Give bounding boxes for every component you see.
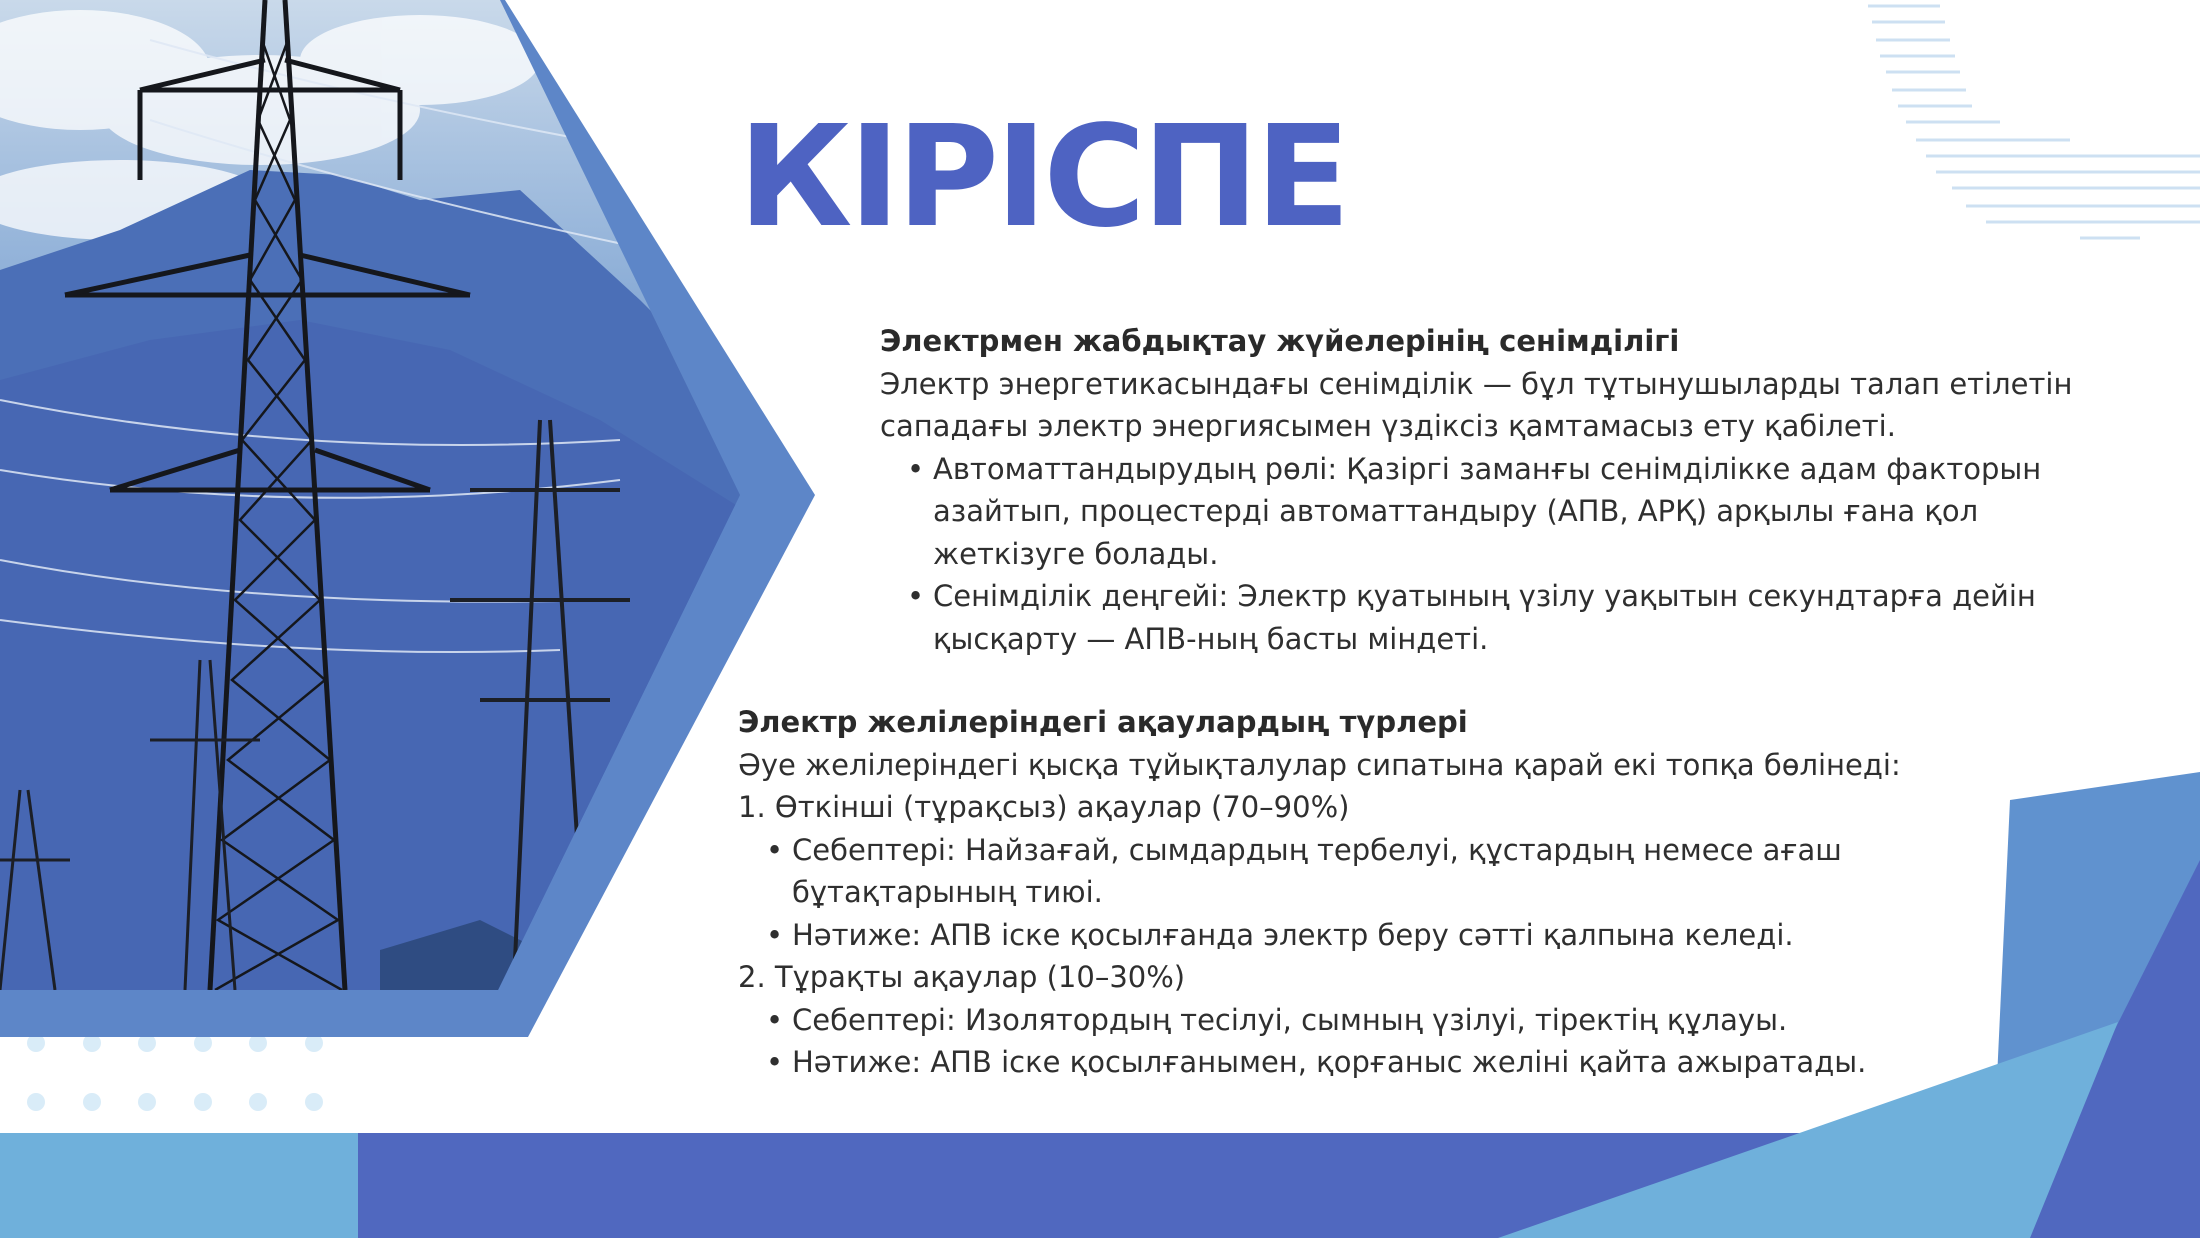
list-item: • Себептері: Изолятордың тесілуі, сымның үзілуі, тіректің құлауы. [792,999,2038,1042]
stripe-pattern [1868,6,2200,238]
fault-types-section [738,701,2038,1084]
list-item: • Нәтиже: АПВ іске қосылғанымен, қорғаныс желіні қайта ажыратады. [792,1041,2038,1084]
slide-title: КІРІСПЕ [738,96,1347,259]
bullet-list [738,829,2038,957]
group-title: 2. Тұрақты ақаулар (10–30%) [738,960,1186,994]
list-item: • Нәтиже: АПВ іске қосылғанда электр беру сәтті қалпына келеді. [792,914,2038,957]
list-item: • Сенімділік деңгейі: Электр қуатының үзілу уақытын секундтарға дейін қысқарту — АПВ-ның басты міндеті. [933,575,2130,660]
bullet-list [880,448,2130,661]
section-heading: Электр желілеріндегі ақаулардың түрлері [738,705,1468,739]
power-tower-photo [0,0,760,990]
list-item: • Автоматтандырудың рөлі: Қазіргі заманғы сенімділікке адам факторын азайтып, процестерді автоматтандыру (АПВ, АРҚ) арқылы ғана қол жеткізуге болады. [933,448,2130,576]
list-item: • Себептері: Найзағай, сымдардың тербелуі, құстардың немесе ағаш бұтақтарының тиюі. [792,829,2038,914]
bottom-band-light-left [0,1133,360,1238]
reliability-section [880,320,2130,660]
group-title: 1. Өткінші (тұрақсыз) ақаулар (70–90%) [738,790,1350,824]
section-intro: Әуе желілеріндегі қысқа тұйықталулар сипатына қарай екі топқа бөлінеді: [738,747,1901,782]
dot-pattern [27,1034,323,1111]
section-heading: Электрмен жабдықтау жүйелерінің сенімділігі [880,324,1680,358]
section-paragraph: Электр энергетикасындағы сенімділік — бұл тұтынушыларды талап етілетін сападағы электр энергиясымен үздіксіз қамтамасыз ету қабілеті. [880,366,2073,443]
bullet-list [738,999,2038,1084]
